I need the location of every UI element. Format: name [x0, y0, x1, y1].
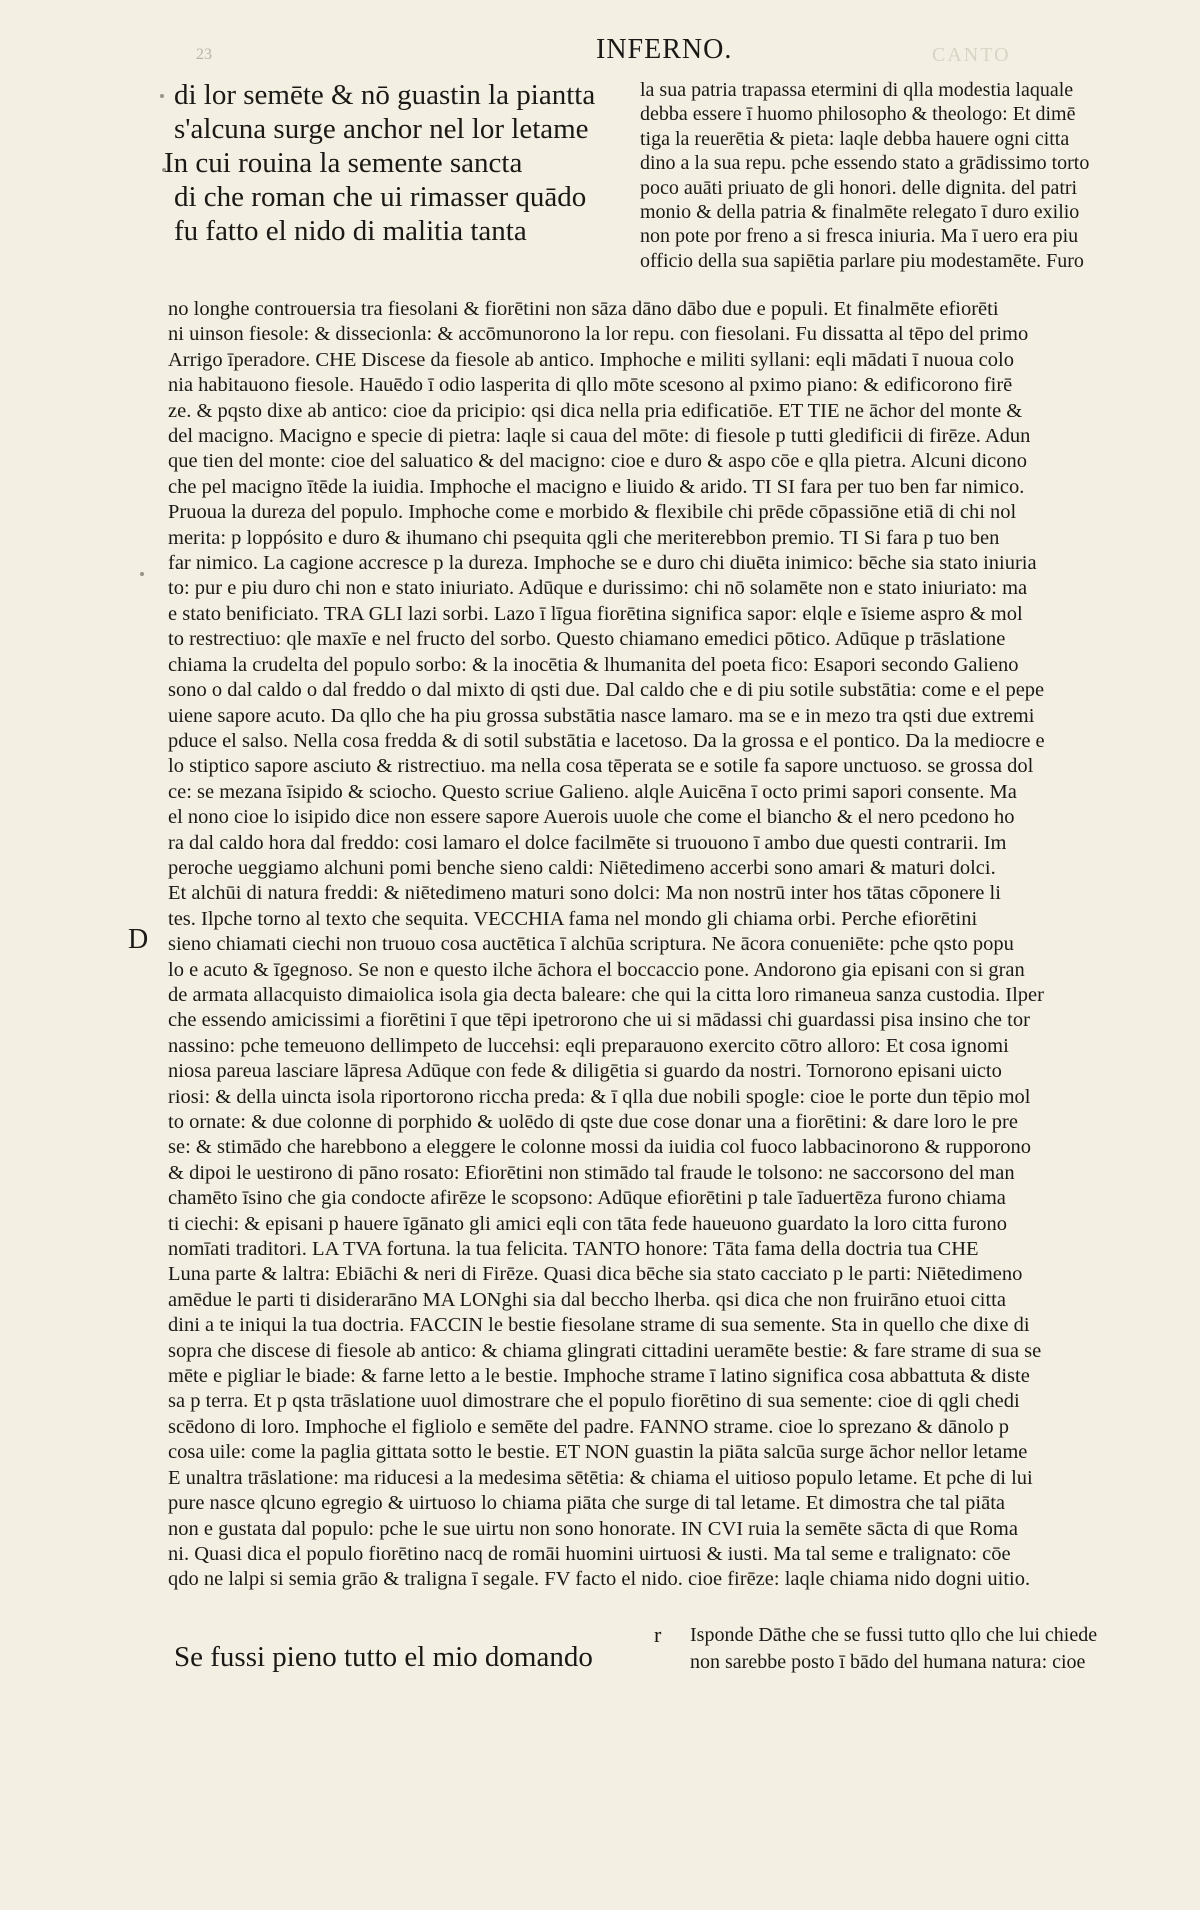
- prose-line: Pruoua la dureza del populo. Imphoche come e morbido & flexibile chi prēde cōpassiōne etiā di chi nol: [168, 501, 1017, 524]
- prose-line: to restrectiuo: qle maxīe e nel fructo del sorbo. Questo chiamano emedici pōtico. Adūque p trāslatione: [168, 628, 1006, 651]
- margin-dot: [160, 94, 164, 98]
- prose-line: che pel macigno ītēde la iuidia. Imphoche el macigno e liuido & arido. TI SI fara per tuo ben far nimico.: [168, 475, 1025, 498]
- prose-line: to: pur e piu duro chi non e stato iniuriato. Adūque e durissimo: chi nō solamēte non e stato iniuriato: ma: [168, 577, 1028, 600]
- commentary-right-column: [640, 78, 1170, 273]
- prose-line: ra dal caldo hora dal freddo: cosi lamaro el dolce facilmēte si truouono ī ambo due questi contrarii. Im: [168, 831, 1007, 854]
- commentary-line: la sua patria trapassa etermini di qlla modestia laquale: [640, 79, 1074, 101]
- prose-line: merita: p loppósito e duro & ihumano chi psequita qgli che meriterebbon premio. TI Si fara p tuo ben: [168, 526, 1000, 549]
- commentary-prose: [168, 297, 1170, 1593]
- prose-line: chiama la crudelta del populo sorbo: & la inocētia & lhumanita del poeta fico: Esapori secondo Galieno: [168, 653, 1019, 676]
- prose-line: ni. Quasi dica el populo fiorētino nacq de romāi huomini uirtuosi & iusti. Ma tal seme e tralignato: cōe: [168, 1542, 1011, 1565]
- commentary-bottom-column: [690, 1622, 1170, 1676]
- commentary-line: debba essere ī huomo philosopho & theologo: Et dimē: [640, 103, 1076, 126]
- commentary-line: Isponde Dāthe che se fussi tutto qllo che lui chiede: [690, 1624, 1098, 1646]
- prose-line: dini a te iniqui la tua doctria. FACCIN le bestie fiesolane strame di sua semente. Sta in quello che dixe di: [168, 1314, 1030, 1337]
- prose-line: qdo ne lalpi si semia grāo & traligna ī segale. FV facto el nido. cioe firēze: laqle chiama nido dogni uitio.: [168, 1568, 1031, 1591]
- prose-line: Luna parte & laltra: Ebiāchi & neri di Firēze. Quasi dica bēche sia stato cacciato p le parti: Niētedimeno: [168, 1263, 1023, 1286]
- prose-line: pduce el salso. Nella cosa fredda & di sotil substātia e lacetoso. Da la grossa e el pontico. Da la mediocre e: [168, 729, 1045, 752]
- prose-line: uiene sapore acuto. Da qllo che ha piu grossa substātia nasce lamaro. ma se e in mezo tra qsti due extremi: [168, 704, 1035, 727]
- prose-line: Arrigo īperadore. CHE Discese da fiesole ab antico. Imphoche e militi syllani: eqli mādati ī nuoua colo: [168, 348, 1014, 371]
- prose-line: sieno chiamati ciechi non truouo cosa auctētica ī alchūa scriptura. Ne ācora conueniēte: pche qsto popu: [168, 933, 1014, 956]
- folio-number: 23: [196, 46, 212, 63]
- verse-line: s'alcuna surge anchor nel lor letame: [174, 113, 589, 145]
- commentary-line: non sarebbe posto ī bādo del humana natura: cioe: [690, 1651, 1086, 1673]
- prose-line: Et alchūi di natura freddi: & niētedimeno maturi sono dolci: Ma non nostrū inter hos tātas cōponere li: [168, 882, 1001, 905]
- running-head-title: INFERNO.: [596, 34, 733, 65]
- prose-line: far nimico. La cagione accresce p la dureza. Imphoche se e duro chi diuēta inimico: bēche sia stato iniuria: [168, 552, 1037, 575]
- prose-line: sono o dal caldo o dal freddo o dal mixto di qsti due. Dal caldo che e di piu sotile substātia: come e el pepe: [168, 679, 1045, 702]
- prose-line: che essendo amicissimi a fiorētini ī que tēpi ipetrorono che ui si mādassi chi guardassi pisa insino che tor: [168, 1009, 1030, 1032]
- prose-line: lo stiptico sapore asciuto & ristrectiuo. ma nella cosa tēperata se e sotile fa sapore unctuoso. se grossa dol: [168, 755, 1034, 778]
- prose-line: nomīati traditori. LA TVA fortuna. la tua felicita. TANTO honore: Tāta fama della doctria tua CHE: [168, 1238, 979, 1261]
- prose-line: ni uinson fiesole: & dissecionla: & accōmunorono la lor repu. con fiesolani. Fu dissatta al tēpo del primo: [168, 323, 1029, 346]
- prose-line: scēdono di loro. Imphoche el figliolo e semēte del padre. FANNO strame. cioe lo sprezano & dānolo p: [168, 1415, 1010, 1438]
- verse-line: Se fussi pieno tutto el mio domando: [174, 1641, 593, 1673]
- margin-dot: [140, 572, 144, 576]
- prose-line: tes. Ilpche torno al texto che sequita. VECCHIA fama nel mondo gli chiama orbi. Perche efiorētini: [168, 907, 978, 930]
- guide-letter-r: r: [654, 1622, 662, 1647]
- prose-line: cosa uile: come la paglia gittata sotto le bestie. ET NON guastin la piāta salcūa surge āchor nellor letame: [168, 1441, 1028, 1464]
- prose-line: & dipoi le uestirono di pāno rosato: Efiorētini non stimādo tal fraude le tolsono: ne saccorsono del man: [168, 1161, 1015, 1184]
- prose-line: e stato benificiato. TRA GLI lazi sorbi. Lazo ī līgua fiorētina significa sapor: elqle e īsieme aspro & mol: [168, 602, 1023, 625]
- verse-line: di lor semēte & nō guastin la piantta: [174, 79, 596, 111]
- verse-line: In cui rouina la semente sancta: [164, 147, 523, 179]
- prose-line: peroche ueggiamo alchuni pomi benche sieno caldi: Niētedimeno accerbi sono amari & maturi dolci.: [168, 856, 996, 879]
- show-through-text: CANTO: [932, 44, 1011, 66]
- prose-line: que tien del monte: cioe del saluatico & del macigno: cioe e duro & aspo cōe e qlla pietra. Alcuni dicono: [168, 450, 1028, 473]
- prose-line: de armata allacquisto dimaiolica isola gia decta baleare: che qui la citta loro rimaneua sanza custodia. Ilper: [168, 983, 1044, 1006]
- commentary-line: officio della sua sapiētia parlare piu modestamēte. Furo: [640, 249, 1084, 272]
- prose-line: ti ciechi: & episani p hauere īgānato gli amici eqli con tāta fede haueuono guardato la loro citta furono: [168, 1212, 1008, 1235]
- prose-line: E unaltra trāslatione: ma riducesi a la medesima sētētia: & chiama el uitioso populo letame. Et pche di lui: [168, 1466, 1033, 1489]
- commentary-line: non pote por freno a si fresca iniuria. Ma ī uero era piu: [640, 225, 1079, 248]
- verse-line: di che roman che ui rimasser quādo: [174, 181, 587, 213]
- prose-line: sa p terra. Et p qsta trāslatione uuol dimostrare che el populo fiorētino di sua semente: cioe di qgli chedi: [168, 1390, 1020, 1413]
- commentary-line: poco auāti priuato de gli honori. delle dignita. del patri: [640, 176, 1078, 199]
- verse-block-top: [164, 78, 596, 248]
- prose-line: to ornate: & due colonne di porphido & uolēdo di qste due cose donar una a fiorētini: & dare loro le pre: [168, 1111, 1018, 1133]
- verse-block-bottom: [174, 1640, 593, 1674]
- prose-line: ze. & pqsto dixe ab antico: cioe da pricipio: qsi dica nella pria edificatiōe. ET TIE ne āchor del monte &: [168, 399, 1023, 422]
- prose-line: nassino: pche temeuono dellimpeto de luccehsi: eqli preparauono exercito cōtro alloro: Et cosa ignomi: [168, 1034, 1009, 1057]
- prose-line: sopra che discese di fiesole ab antico: & chiama glingrati cittadini ueramēte bestie: & fare strame di sua se: [168, 1339, 1042, 1362]
- prose-line: no longhe controuersia tra fiesolani & fiorētini non sāza dāno dābo due e populi. Et finalmēte efiorēti: [168, 298, 999, 320]
- prose-line: pure nasce qlcuno egregio & uirtuoso lo chiama piāta che surge di tal letame. Et dimostra che tal piāta: [168, 1492, 1005, 1515]
- prose-line: lo e acuto & īgegnoso. Se non e questo ilche āchora el boccaccio pone. Andorono gia episani con si gran: [168, 958, 1025, 981]
- commentary-line: tiga la reuerētia & pieta: laqle debba hauere ogni citta: [640, 127, 1070, 150]
- prose-line: amēdue le parti ti disiderarāno MA LONghi sia dal beccho lherba. qsi dica che non fruirāno etuoi citta: [168, 1288, 1006, 1311]
- prose-line: riosi: & della uincta isola riportorono riccha preda: & ī qlla due nobili spogle: cioe le porte dun tēpio mol: [168, 1085, 1031, 1108]
- prose-line: nia habitauono fiesole. Hauēdo ī odio lasperita di qllo mōte scesono al pximo piano: & edificorono firē: [168, 374, 1013, 397]
- prose-line: niosa pareua lasciare lāpresa Adūque con fede & diligētia si guardo da nostri. Tornorono episani uicto: [168, 1060, 1002, 1083]
- prose-line: del macigno. Macigno e specie di pietra: laqle si caua del mōte: di fiesole p tutti gledificii di firēze. Adun: [168, 425, 1031, 448]
- prose-line: ce: se mezana īsipido & sciocho. Questo scriue Galieno. alqle Auicēna ī octo primi sapori consente. Ma: [168, 780, 1017, 803]
- prose-line: el nono cioe lo isipido dice non essere sapore Auerois uuole che come el biancho & el nero pcedono ho: [168, 806, 1015, 829]
- commentary-line: dino a la sua repu. pche essendo stato a grādissimo torto: [640, 152, 1090, 175]
- prose-line: mēte e pigliar le biade: & farne letto a le bestie. Imphoche strame ī latino significa cosa abbattuta & diste: [168, 1365, 1030, 1388]
- prose-line: se: & stimādo che harebbono a eleggere le colonne mossi da iuidia col fuoco labbacinorono & rupporono: [168, 1136, 1032, 1159]
- prose-line: non e gustata dal populo: pche le sue uirtu non sono honorate. IN CVI ruia la semēte sācta di que Roma: [168, 1517, 1018, 1540]
- commentary-line: monio & della patria & finalmēte relegato ī duro exilio: [640, 201, 1080, 224]
- guide-letter-d: D: [128, 924, 149, 955]
- prose-line: chamēto īsino che gia condocte afirēze le scopsono: Adūque efiorētini p tale īaduertēza furono chiama: [168, 1187, 1006, 1210]
- verse-line: fu fatto el nido di malitia tanta: [174, 215, 527, 247]
